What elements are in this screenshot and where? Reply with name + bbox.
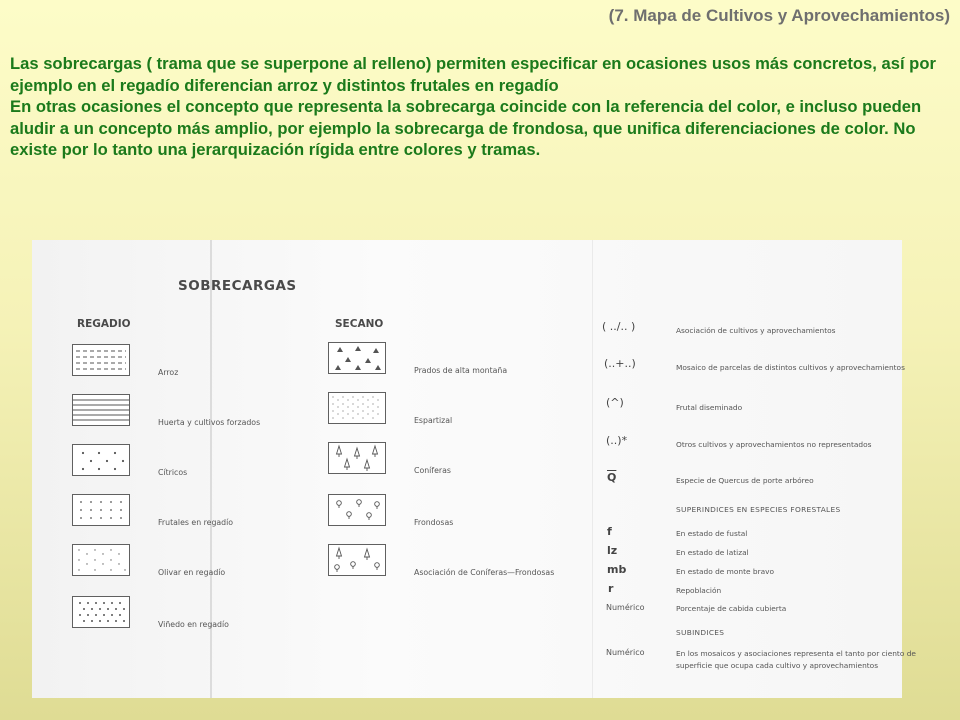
regadio-heading: REGADIO [77,318,131,330]
paper-fold [592,240,593,698]
symbol-quercus: $\overline{Q}$ [607,471,617,484]
paragraph-2: En otras ocasiones el concepto que representa la sobrecarga coincide con la referencia del color, e incluso pueden aludir a un concepto más amplio, por ejemplo la sobrecarga de frondosa, que unifica diferenciaciones de color. No existe por lo tanto una jerarquización rígida entre colores y tramas. [10,97,922,160]
body-text [10,53,955,161]
swatch-huerta [72,394,130,426]
symbol-frutal: (^) [606,396,624,409]
swatch-prados [328,342,386,374]
desc-repoblacion: Repoblación [676,586,722,595]
subindices-heading: SUBINDICES [676,628,725,637]
label-prados: Prados de alta montaña [414,366,508,375]
swatch-asociacion [328,544,386,576]
label-citricos: Cítricos [158,468,188,477]
desc-fustal: En estado de fustal [676,529,748,538]
desc-mosaicos-2: superficie que ocupa cada cultivo y aprovechamientos [676,661,879,670]
secano-heading: SECANO [335,318,384,330]
desc-monte-bravo: En estado de monte bravo [676,567,775,576]
desc-latizal: En estado de latizal [676,548,749,557]
symbol-mosaico: (..+..) [604,357,636,370]
symbol-otros: (..)* [606,434,628,447]
desc-mosaico: Mosaico de parcelas de distintos cultivos y aprovechamientos [676,363,905,372]
superindice-r: r [608,582,614,595]
label-asociacion: Asociación de Coníferas—Frondosas [414,568,555,577]
symbol-asociacion: ( ../.. ) [602,320,636,333]
swatch-citricos [72,444,130,476]
label-espartizal: Espartizal [414,416,453,425]
swatch-olivar [72,544,130,576]
subindice-numerico: Numérico [606,648,645,657]
swatch-vinedo [72,596,130,628]
label-vinedo: Viñedo en regadío [158,620,229,629]
swatch-coniferas [328,442,386,474]
swatch-frondosas [328,494,386,526]
paragraph-1: Las sobrecargas ( trama que se superpone al relleno) permiten especificar en ocasiones usos más concretos, así por ejemplo en el regadío diferencian arroz y distintos frutales en regadío [10,54,936,95]
slide-title: (7. Mapa de Cultivos y Aprovechamientos) [608,6,950,25]
desc-asociacion: Asociación de cultivos y aprovechamientos [676,326,836,335]
swatch-arroz [72,344,130,376]
label-frondosas: Frondosas [414,518,454,527]
superindice-mb: mb [607,563,627,576]
desc-otros: Otros cultivos y aprovechamientos no representados [676,440,872,449]
legend-scan [32,240,916,698]
label-arroz: Arroz [158,368,179,377]
superindices-heading: SUPERINDICES EN ESPECIES FORESTALES [676,505,841,514]
superindice-f: f [607,525,612,538]
paper-fold [210,240,212,698]
desc-frutal: Frutal diseminado [676,403,743,412]
superindice-numerico: Numérico [606,603,645,612]
legend-title: SOBRECARGAS [178,278,297,294]
label-olivar: Olivar en regadío [158,568,226,577]
superindice-lz: lz [607,544,618,557]
label-huerta: Huerta y cultivos forzados [158,418,261,427]
label-frutales: Frutales en regadío [158,518,234,527]
desc-cabida: Porcentaje de cabida cubierta [676,604,787,613]
desc-mosaicos-1: En los mosaicos y asociaciones representa el tanto por ciento de [676,649,916,658]
swatch-frutales [72,494,130,526]
label-coniferas: Coníferas [414,466,451,475]
desc-quercus: Especie de Quercus de porte arbóreo [676,476,814,485]
swatch-espartizal [328,392,386,424]
